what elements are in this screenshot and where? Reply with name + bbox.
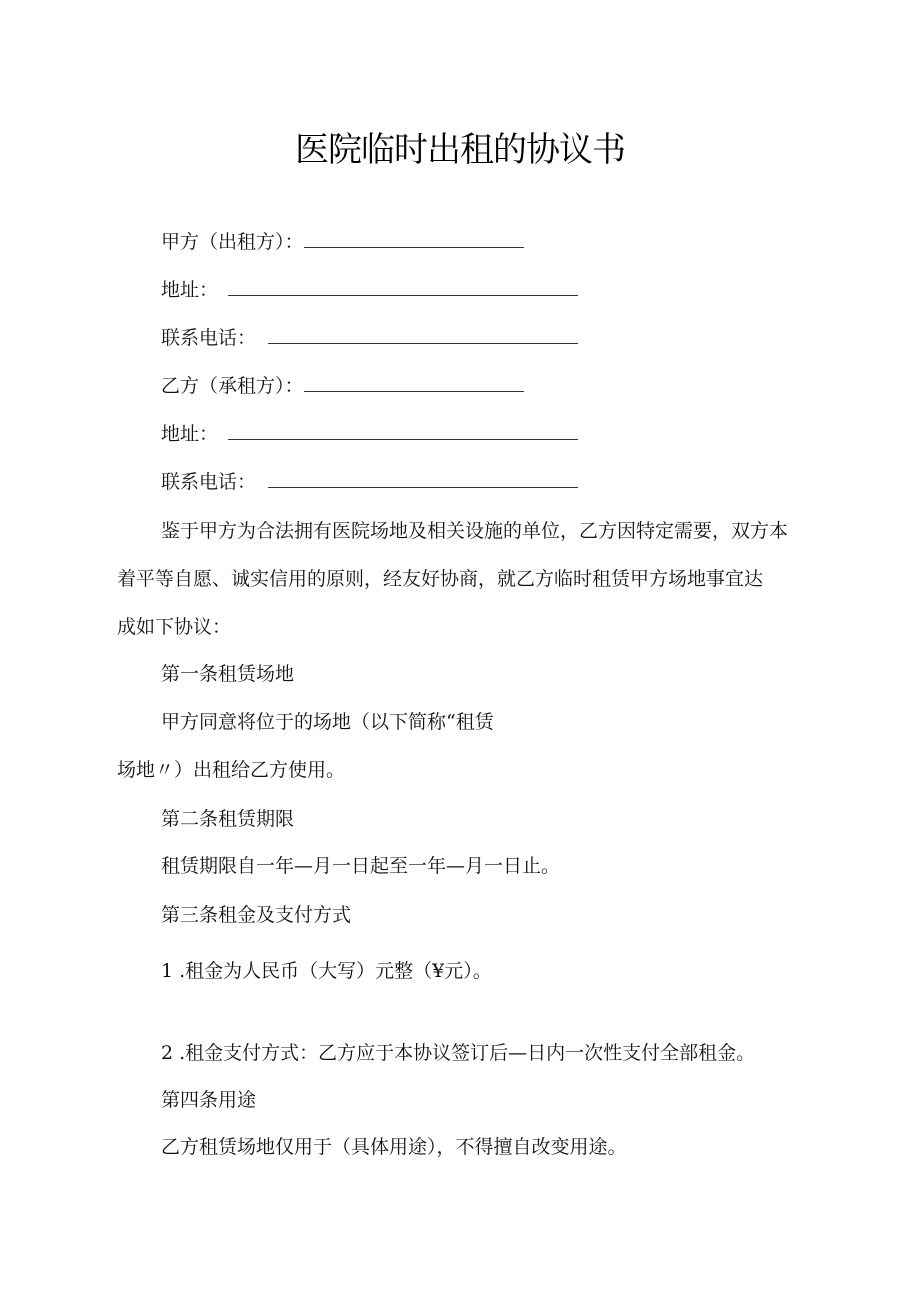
article-2-text: 租赁期限自一年—月一日起至一年—月一日止。: [161, 855, 561, 877]
preamble-line-2: 着平等自愿、诚实信用的原则，经友好协商，就乙方临时租赁甲方场地事宜达: [117, 568, 764, 590]
article-4-text: 乙方租赁场地仅用于（具体用途），不得擅自改变用途。: [161, 1136, 627, 1158]
party-a-phone-line: [161, 325, 578, 351]
party-b-address-label: 地址：: [161, 423, 219, 445]
party-b-address-field[interactable]: [228, 421, 578, 440]
preamble-line-1: 鉴于甲方为合法拥有医院场地及相关设施的单位，乙方因特定需要，双方本: [161, 520, 789, 542]
party-a-name-field[interactable]: [304, 229, 524, 248]
party-b-name-field[interactable]: [304, 373, 524, 392]
party-b-phone-line: [161, 469, 578, 495]
party-b-phone-label: 联系电话：: [161, 471, 257, 493]
article-3-item-2: 2 .租金支付方式：乙方应于本协议签订后—日内一次性支付全部租金。: [161, 1042, 756, 1064]
article-1-text-1: 甲方同意将位于的场地（以下简称“租赁: [161, 711, 494, 733]
party-b-phone-field[interactable]: [268, 469, 578, 488]
party-a-phone-label: 联系电话：: [161, 327, 257, 349]
party-a-phone-field[interactable]: [268, 325, 578, 344]
party-a-address-line: [161, 277, 578, 303]
article-1-heading: 第一条租赁场地: [161, 663, 295, 685]
party-a-label: 甲方（出租方）：: [161, 231, 304, 253]
party-b-line: [161, 373, 524, 399]
preamble-line-3: 成如下协议：: [117, 616, 232, 638]
party-b-label: 乙方（承租方）：: [161, 375, 304, 397]
document-title: 医院临时出租的协议书: [295, 130, 625, 170]
party-b-address-line: [161, 421, 578, 447]
article-3-item-1: 1 .租金为人民币（大写）元整（¥元）。: [161, 960, 492, 982]
article-2-heading: 第二条租赁期限: [161, 808, 295, 830]
party-a-line: [161, 229, 524, 255]
party-a-address-label: 地址：: [161, 279, 219, 301]
article-4-heading: 第四条用途: [161, 1089, 257, 1111]
article-3-heading: 第三条租金及支付方式: [161, 904, 352, 926]
article-1-text-2: 场地〃）出租给乙方使用。: [117, 759, 346, 781]
party-a-address-field[interactable]: [228, 277, 578, 296]
